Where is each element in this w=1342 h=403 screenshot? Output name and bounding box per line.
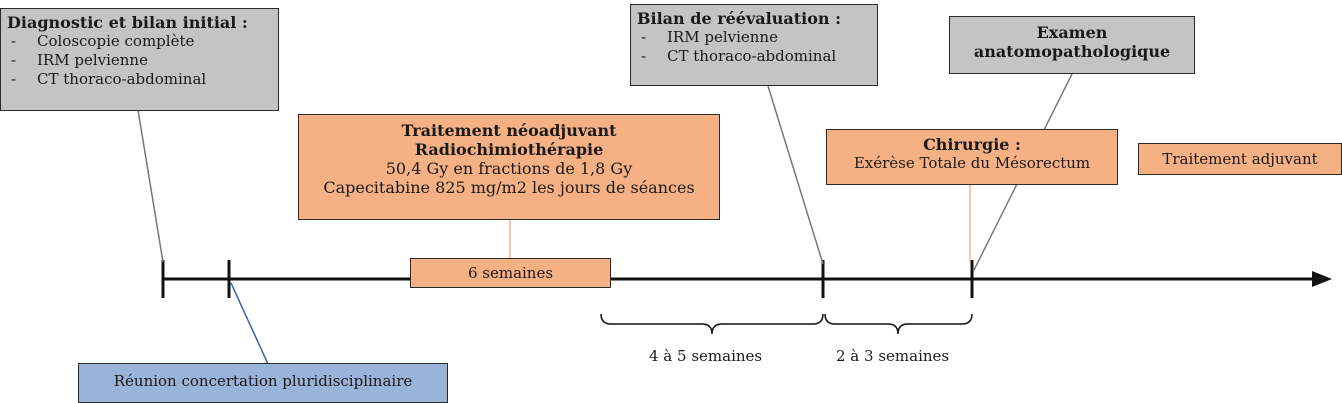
diagnostic-box (0, 8, 279, 111)
examen-line2: anatomopathologique (973, 42, 1171, 61)
adjuvant-box (1138, 143, 1342, 175)
rcp-label: Réunion concertation pluridisciplinaire (113, 372, 413, 390)
neoadjuvant-line1: Traitement néoadjuvant (401, 121, 617, 140)
connector-diagnostic (138, 110, 163, 262)
reevaluation-title: Bilan de réévaluation : (637, 9, 841, 28)
diagnostic-item: - Coloscopie complète (7, 32, 272, 51)
diagnostic-title: Diagnostic et bilan initial : (7, 13, 248, 32)
brace-label-4-5: 4 à 5 semaines (649, 347, 763, 365)
neoadjuvant-box (298, 114, 720, 220)
adjuvant-label: Traitement adjuvant (1162, 150, 1318, 168)
connector-reevaluation (768, 86, 823, 264)
chirurgie-box (826, 129, 1118, 185)
reevaluation-box (630, 4, 878, 86)
brace-4-5-weeks (601, 314, 823, 334)
chirurgie-subtitle: Exérèse Totale du Mésorectum (853, 154, 1091, 172)
brace-2-3-weeks (825, 314, 972, 334)
reevaluation-item: - CT thoraco-abdominal (637, 47, 871, 66)
brace-label-2-3: 2 à 3 semaines (836, 347, 950, 365)
neoadjuvant-line4: Capecitabine 825 mg/m2 les jours de séances (323, 178, 695, 197)
examen-box (949, 16, 1195, 74)
neoadjuvant-line3: 50,4 Gy en fractions de 1,8 Gy (385, 159, 633, 178)
duration-box (410, 258, 611, 288)
connector-rcp (231, 283, 268, 364)
timeline-arrowhead (1312, 271, 1332, 287)
chirurgie-title: Chirurgie : (923, 135, 1021, 154)
duration-label: 6 semaines (467, 264, 554, 282)
reevaluation-item: - IRM pelvienne (637, 28, 871, 47)
examen-line1: Examen (1036, 23, 1108, 42)
neoadjuvant-line2: Radiochimiothérapie (414, 140, 604, 159)
rcp-box (78, 363, 448, 403)
diagnostic-item: - CT thoraco-abdominal (7, 70, 272, 89)
diagnostic-item: - IRM pelvienne (7, 51, 272, 70)
